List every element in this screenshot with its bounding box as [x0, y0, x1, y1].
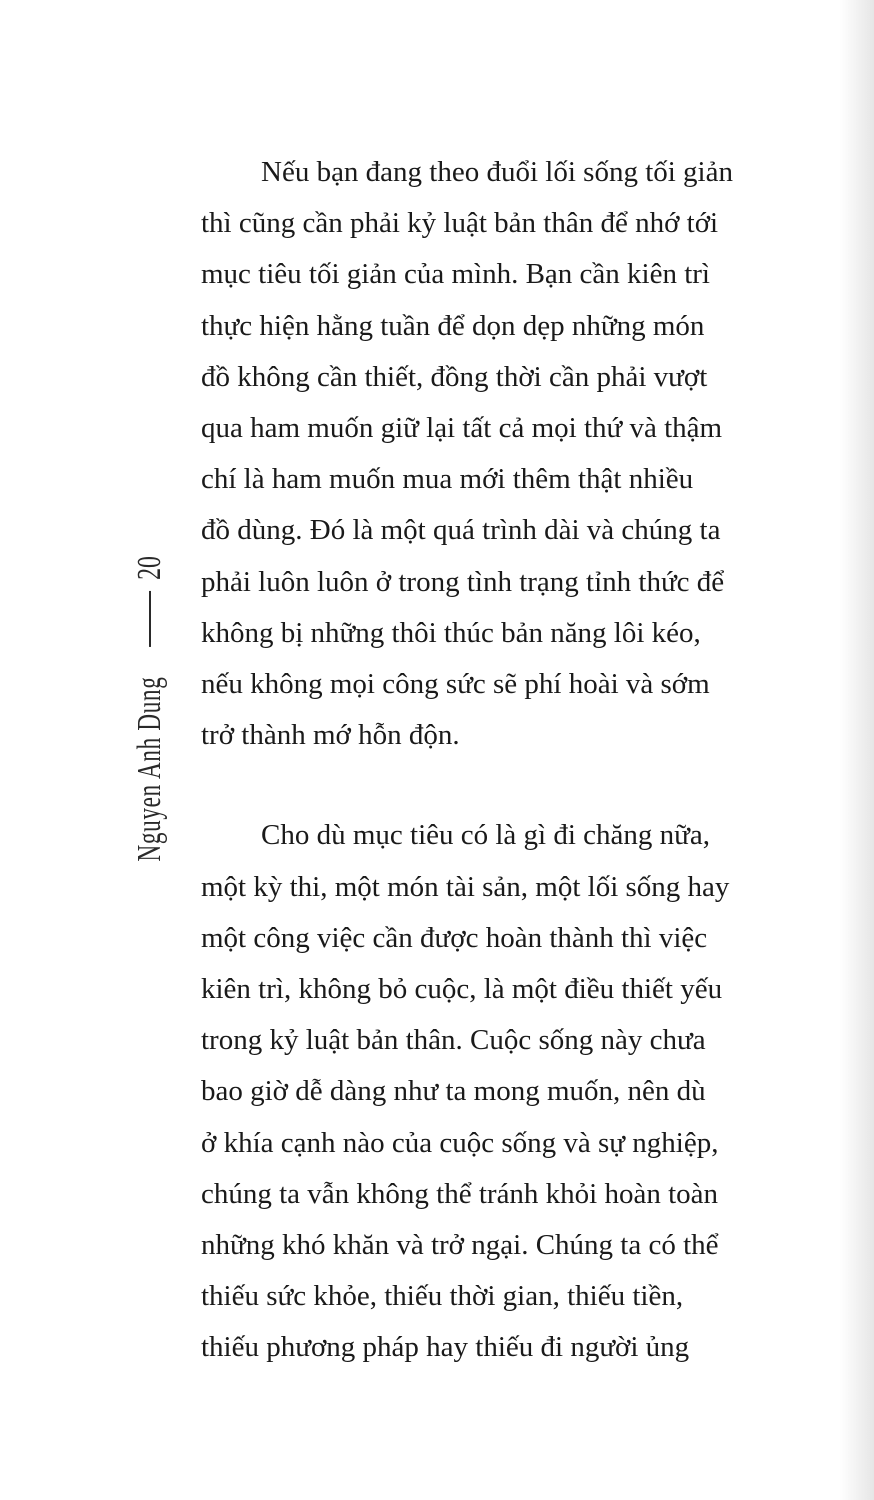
text-line: đồ dùng. Đó là một quá trình dài và chúng ta — [201, 514, 721, 547]
text-line: trong kỷ luật bản thân. Cuộc sống này chưa — [201, 1024, 706, 1057]
text-line: bao giờ dễ dàng như ta mong muốn, nên dù — [201, 1075, 706, 1108]
text-line: Nếu bạn đang theo đuổi lối sống tối giản — [261, 156, 733, 188]
text-line: ở khía cạnh nào của cuộc sống và sự nghiệp, — [201, 1126, 719, 1159]
text-line: không bị những thôi thúc bản năng lôi kéo, — [201, 616, 701, 649]
text-line: thì cũng cần phải kỷ luật bản thân để nhớ tới — [201, 207, 719, 240]
running-head-author: Nguyen Anh Dung — [131, 676, 168, 862]
text-line: thiếu sức khỏe, thiếu thời gian, thiếu tiền, — [201, 1280, 684, 1313]
text-line: đồ không cần thiết, đồng thời cần phải vượt — [201, 360, 708, 393]
body-text — [201, 147, 823, 1374]
text-line: kiên trì, không bỏ cuộc, là một điều thiết yếu — [201, 973, 723, 1006]
text-line: trở thành mớ hỗn độn. — [201, 719, 460, 752]
text-line: Cho dù mục tiêu có là gì đi chăng nữa, — [261, 819, 711, 852]
text-line: một kỳ thi, một món tài sản, một lối sống hay — [201, 870, 730, 903]
text-line: những khó khăn và trở ngại. Chúng ta có thể — [201, 1229, 719, 1262]
text-line: qua ham muốn giữ lại tất cả mọi thứ và thậm — [201, 412, 723, 445]
paragraph-2 — [201, 810, 823, 1373]
paragraph-1 — [201, 147, 823, 761]
text-line: phải luôn luôn ở trong tình trạng tỉnh thức để — [201, 565, 725, 598]
text-line: thiếu phương pháp hay thiếu đi người ủng — [201, 1331, 690, 1364]
text-line: chí là ham muốn mua mới thêm thật nhiều — [201, 463, 694, 496]
text-line: thực hiện hằng tuần để dọn dẹp những món — [201, 309, 705, 342]
text-line: một công việc cần được hoàn thành thì việc — [201, 921, 708, 954]
page-edge-shadow — [840, 0, 874, 1500]
running-head — [131, 551, 169, 905]
text-line: nếu không mọi công sức sẽ phí hoài và sớm — [201, 668, 710, 701]
text-line: chúng ta vẫn không thể tránh khỏi hoàn toàn — [201, 1177, 719, 1210]
page-number: 20 — [131, 556, 168, 580]
running-head-separator — [149, 591, 151, 647]
text-line: mục tiêu tối giản của mình. Bạn cần kiên trì — [201, 258, 710, 291]
